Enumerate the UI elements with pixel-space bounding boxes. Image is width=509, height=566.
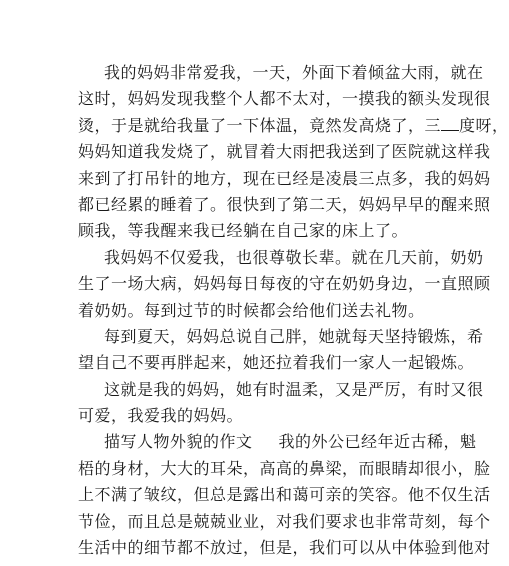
paragraph-line: 这就是我的妈妈，她有时温柔，又是严厉，有时又很 [104,379,484,399]
paragraph-line: 这时，妈妈发现我整个人都不太对，一摸我的额头发现很 [78,89,491,109]
paragraph-line: 我的妈妈非常爱我，一天，外面下着倾盆大雨，就在 [104,63,484,82]
paragraph-line: 望自己不要再胖起来，她还拉着我们一家人一起锻炼。 [78,353,475,373]
paragraph-line [78,429,477,455]
paragraph-line [78,113,509,139]
line-text: 烫，于是就给我量了一下体温，竟然发高烧了，三 [78,115,442,135]
paragraph-line: 节俭，而且总是兢兢业业，对我们要求也非常苛刻，每个 [78,511,491,531]
paragraph-line: 顾我，等我醒来我已经躺在自己家的床上了。 [78,221,409,241]
paragraph-line: 我妈妈不仅爱我，也很尊敬长辈。就在几天前，奶奶 [104,247,484,267]
section-heading: 描写人物外貌的作文 [104,432,253,452]
paragraph-line: 妈妈知道我发烧了，就冒着大雨把我送到了医院就这样我 [78,142,491,162]
paragraph-line: 都已经累的睡着了。很快到了第二天，妈妈早早的醒来照 [78,194,491,214]
line-text: 度呀， [459,115,509,135]
paragraph-line: 生活中的细节都不放过，但是，我们可以从中体验到他对 [78,538,491,558]
paragraph-line: 上不满了皱纹，但总是露出和蔼可亲的笑容。他不仅生活 [78,485,491,505]
paragraph-line: 生了一场大病，妈妈每日每夜的守在奶奶身边，一直照顾 [78,274,491,294]
paragraph-line: 每到夏天，妈妈总说自己胖，她就每天坚持锻炼，希 [104,326,484,346]
paragraph-line: 可爱，我爱我的妈妈。 [78,406,244,426]
paragraph-line: 着奶奶。每到过节的时候都会给他们送去礼物。 [78,300,425,320]
fill-in-blank [441,118,459,131]
paragraph-line: 梧的身材，大大的耳朵，高高的鼻梁，而眼睛却很小，脸 [78,458,491,478]
article-body [78,60,509,561]
paragraph-line: 来到了打吊针的地方，现在已经是凌晨三点多，我的妈妈 [78,168,491,188]
line-text: 我的外公已经年近古稀，魁 [278,432,477,452]
